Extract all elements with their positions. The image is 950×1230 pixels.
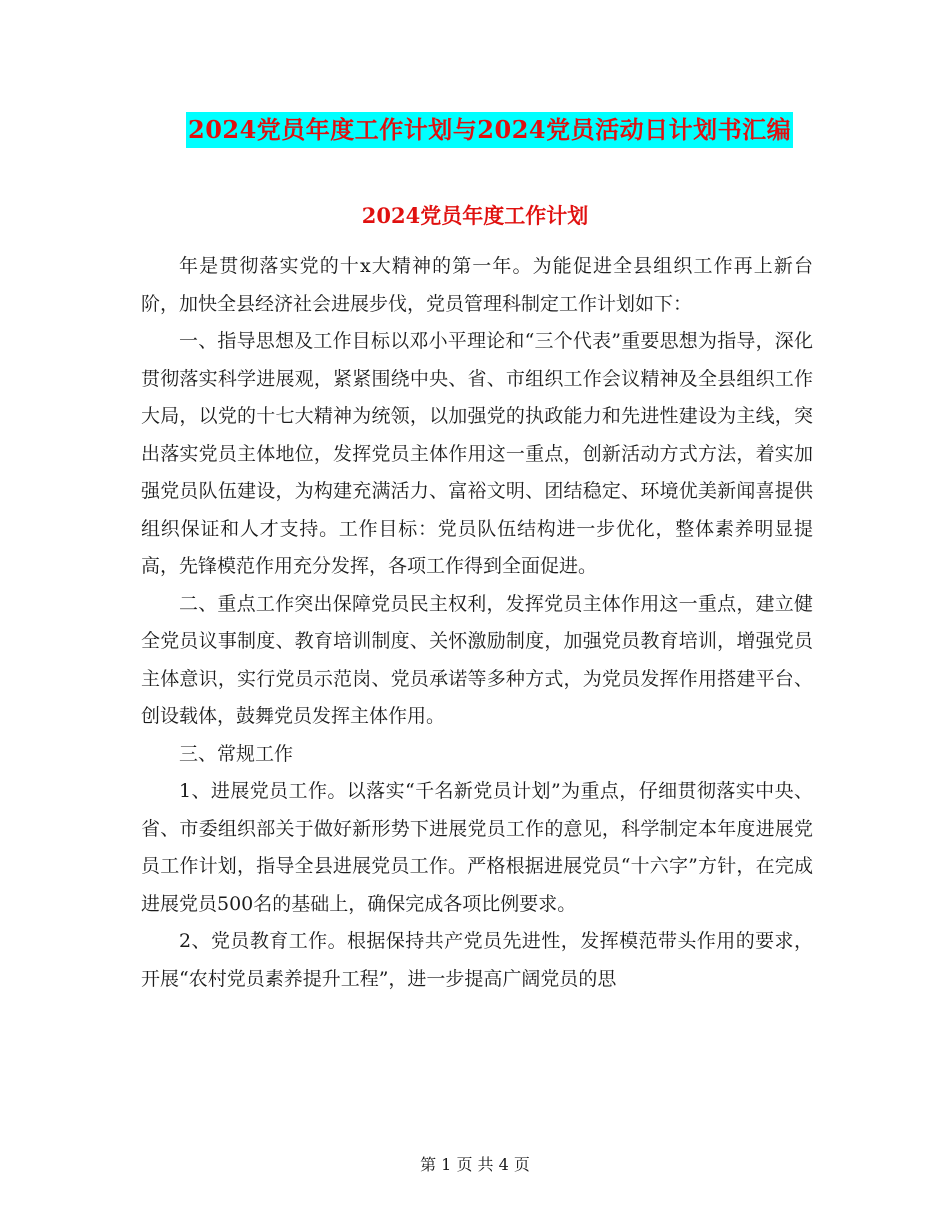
document-body [141, 248, 813, 998]
paragraph-key-work: 二、重点工作突出保障党员民主权利，发挥党员主体作用这一重点，建立健全党员议事制度、教育培训制度、关怀激励制度，加强党员教育培训，增强党员主体意识，实行党员示范岗、党员承诺等多种方式，为党员发挥作用搭建平台、创设载体，鼓舞党员发挥主体作用。 [141, 592, 813, 727]
section-title: 2024党员年度工作计划 [361, 203, 589, 228]
paragraph-member-education: 2、党员教育工作。根据保持共产党员先进性，发挥模范带头作用的要求，开展“农村党员素养提升工程”，进一步提高广阔党员的思 [141, 930, 813, 990]
paragraph-routine-work-heading: 三、常规工作 [179, 742, 294, 765]
paragraph-intro: 年是贯彻落实党的十x大精神的第一年。为能促进全县组织工作再上新台阶，加快全县经济社会进展步伐，党员管理科制定工作计划如下： [141, 255, 813, 315]
paragraph-member-development: 1、进展党员工作。以落实“千名新党员计划”为重点，仔细贯彻落实中央、省、市委组织部关于做好新形势下进展党员工作的意见，科学制定本年度进展党员工作计划，指导全县进展党员工作。严格根据进展党员“十六字”方针，在完成进展党员500名的基础上，确保完成各项比例要求。 [141, 780, 813, 915]
paragraph-guiding-ideology: 一、指导思想及工作目标以邓小平理论和“三个代表”重要思想为指导，深化贯彻落实科学进展观，紧紧围绕中央、省、市组织工作会议精神及全县组织工作大局，以党的十七大精神为统领，以加强党的执政能力和先进性建设为主线，突出落实党员主体地位，发挥党员主体作用这一重点，创新活动方式方法，着实加强党员队伍建设，为构建充满活力、富裕文明、团结稳定、环境优美新闻喜提供组织保证和人才支持。工作目标：党员队伍结构进一步优化，整体素养明显提高，先锋模范作用充分发挥，各项工作得到全面促进。 [141, 330, 813, 577]
document-title: 2024党员年度工作计划与2024党员活动日计划书汇编 [186, 112, 793, 148]
page-number-footer: 第 1 页 共 4 页 [420, 1155, 530, 1174]
